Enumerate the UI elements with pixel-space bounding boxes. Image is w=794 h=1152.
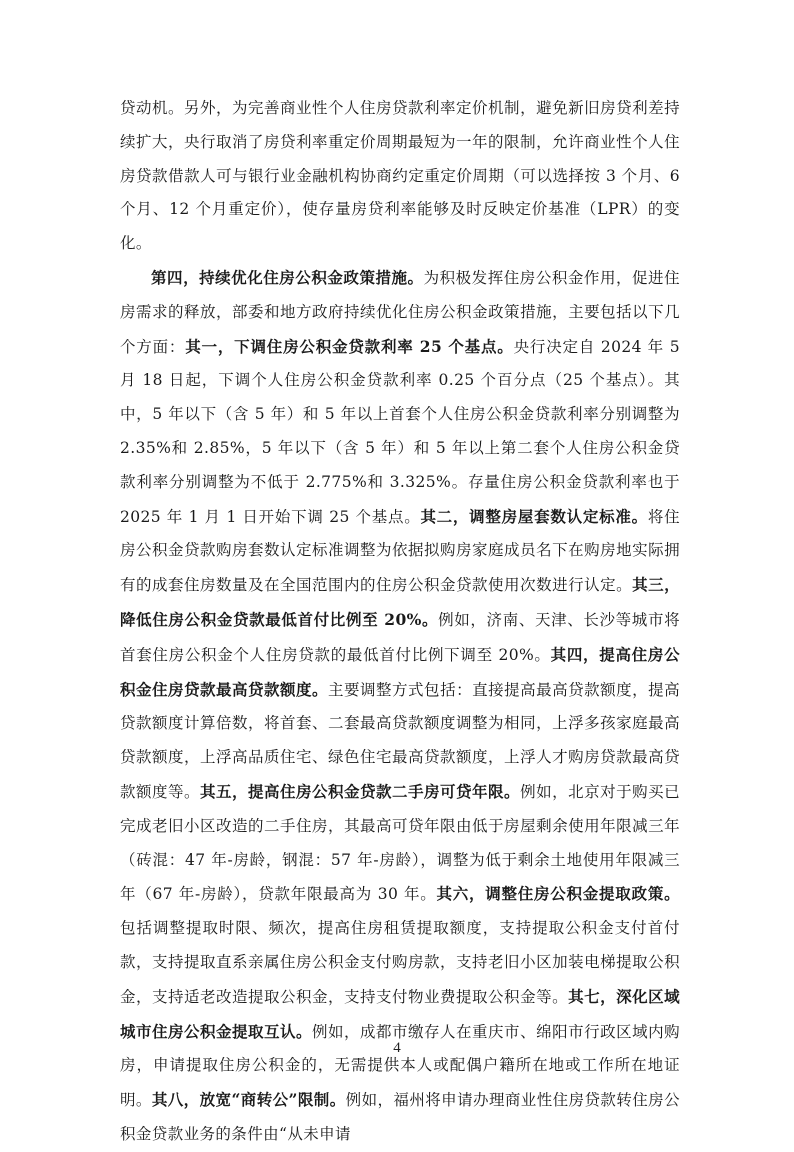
point-heading: 其一，下调住房公积金贷款利率 25 个基点。 — [185, 336, 514, 356]
point-heading: 其八，放宽“商转公”限制。 — [151, 1090, 346, 1110]
paragraph-housing-fund — [120, 261, 680, 1152]
section-heading: 第四，持续优化住房公积金政策措施。 — [151, 267, 424, 287]
point-heading: 其四，提高住房公积金住房贷款最高贷款额度。 — [120, 644, 680, 699]
point-heading: 其二，调整房屋套数认定标准。 — [420, 506, 648, 526]
paragraph-lending-rate — [120, 92, 680, 261]
paragraph-text: 例如，成都市缴存人在重庆市、绵阳市行政区域内购房，申请提取住房公积金的，无需提供本人或配偶户籍所在地或工作所在地证明。 — [120, 1022, 680, 1110]
point-heading: 其六，调整住房公积金提取政策。 — [436, 884, 680, 904]
paragraph-text: 例如，北京对于购买已完成老旧小区改造的二手住房，其最高可贷年限由低于房屋剩余使用年限减三年（砖混：47 年-房龄，钢混：57 年-房龄），调整为低于剩余土地使用年限减三年（67 年-房龄），贷款年限最高为 30 年。 — [120, 782, 680, 904]
paragraph-text: 贷动机。另外，为完善商业性个人住房贷款利率定价机制，避免新旧房贷利差持续扩大，央行取消了房贷利率重定价周期最短为一年的限制，允许商业性个人住房贷款借款人可与银行业金融机构协商约定重定价周期（可以选择按 3 个月、6 个月、12 个月重定价），使存量房贷利率能够及时反映定价基准（LPR）的变化。 — [120, 99, 680, 253]
point-heading: 其七，深化区域城市住房公积金提取互认。 — [120, 986, 680, 1041]
paragraph-text: 主要调整方式包括：直接提高最高贷款额度，提高贷款额度计算倍数，将首套、二套最高贷款额度调整为相同，上浮多孩家庭最高贷款额度，上浮高品质住宅、绿色住宅最高贷款额度，上浮人才购房贷款最高贷款额度等。 — [120, 680, 681, 801]
paragraph-text: 将住房公积金贷款购房套数认定标准调整为依据拟购房家庭成员名下在购房地实际拥有的成套住房数量及在全国范围内的住房公积金贷款使用次数进行认定。 — [120, 507, 680, 595]
paragraph-text: 包括调整提取时限、频次，提高住房租赁提取额度，支持提取公积金支付首付款，支持提取直系亲属住房公积金支付购房款，支持老旧小区加装电梯提取公积金，支持适老改造提取公积金，支持支付物业费提取公积金等。 — [120, 919, 680, 1006]
paragraph-text: 例如，济南、天津、长沙等城市将首套住房公积金个人住房贷款的最低首付比例下调至 20%。 — [120, 610, 680, 664]
paragraph-text: 例如，福州将申请办理商业性住房贷款转住房公积金贷款业务的条件由“从未申请 — [120, 1091, 680, 1143]
paragraph-text: 为积极发挥住房公积金作用，促进住房需求的释放，部委和地方政府持续优化住房公积金政策措施，主要包括以下几个方面： — [120, 268, 680, 356]
page-number: 4 — [393, 1040, 401, 1056]
body-text — [120, 92, 680, 1152]
point-heading: 其三，降低住房公积金贷款最低首付比例至 20%。 — [120, 575, 680, 629]
point-heading: 其五，提高住房公积金贷款二手房可贷年限。 — [200, 781, 521, 801]
paragraph-text: 央行决定自 2024 年 5 月 18 日起，下调个人住房公积金贷款利率 0.25 个百分点（25 个基点）。其中，5 年以下（含 5 年）和 5 年以上首套个人住房公积金贷款利率分别调整为 2.35%和 2.85%，5 年以下（含 5 年）和 5 年以上第二套个人住房公积金贷款利率分别调整为不低于 2.775%和 3.325%。存量住房公积金贷款利率也于 2025 年 1 月 1 日开始下调 25 个基点。 — [120, 337, 680, 526]
